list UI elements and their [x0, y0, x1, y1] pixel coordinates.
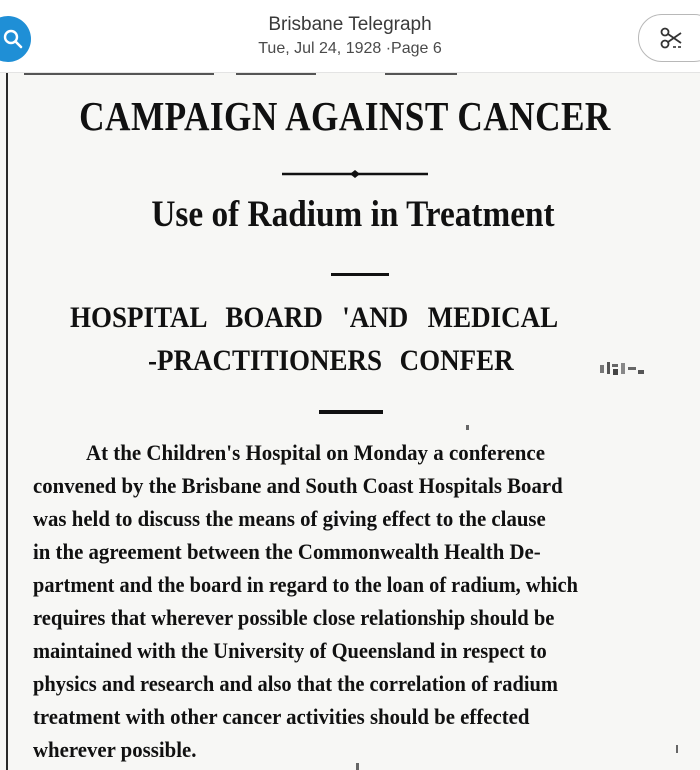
- column-rule: [6, 73, 8, 770]
- article-body-line: At the Children's Hospital on Monday a conference: [86, 440, 546, 465]
- print-speck: [676, 745, 678, 753]
- print-speck: [356, 763, 359, 770]
- section-rule: [331, 273, 389, 276]
- article-body-line: maintained with the University of Queensland in respect to: [33, 638, 547, 663]
- article-body-line: convened by the Brisbane and South Coast Hospitals Board: [33, 473, 563, 498]
- publication-title: Brisbane Telegraph: [268, 14, 432, 35]
- article-body-line: physics and research and also that the correlation of radium: [33, 671, 558, 696]
- article-body-line: partment and the board in regard to the loan of radium, which: [33, 572, 578, 597]
- article-clipping: [0, 73, 700, 770]
- ornamental-rule: [282, 169, 428, 179]
- column-rule: [24, 73, 214, 75]
- article-body-line: requires that wherever possible close relationship should be: [33, 605, 555, 630]
- article-body-line: treatment with other cancer activities should be effected: [33, 704, 530, 729]
- article-body-line: was held to discuss the means of giving effect to the clause: [33, 506, 546, 531]
- column-rule: [385, 73, 457, 75]
- article-subheadline: Use of Radium in Treatment: [151, 194, 555, 235]
- scissors-icon: [659, 26, 685, 50]
- print-smudge: [598, 359, 650, 377]
- publication-date-page: Tue, Jul 24, 1928 ·Page 6: [258, 40, 442, 57]
- clip-button[interactable]: [638, 14, 700, 62]
- article-body-line: in the agreement between the Commonwealth Health De-: [33, 539, 541, 564]
- article-deck-line: -PRACTITIONERS CONFER: [148, 344, 514, 377]
- column-rule: [236, 73, 316, 75]
- article-body-line: wherever possible.: [33, 737, 197, 762]
- article-headline: CAMPAIGN AGAINST CANCER: [79, 93, 611, 139]
- section-rule: [319, 410, 383, 414]
- print-speck: [466, 425, 469, 430]
- article-deck-line: HOSPITAL BOARD 'AND MEDICAL: [70, 301, 559, 334]
- viewer-header: [0, 0, 700, 72]
